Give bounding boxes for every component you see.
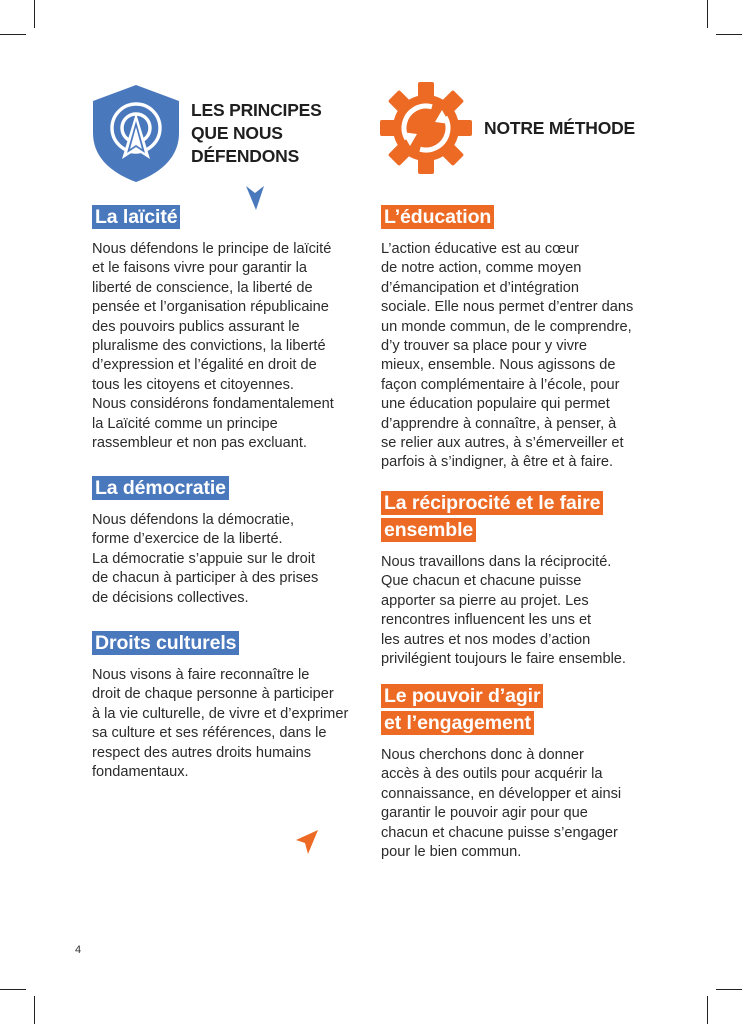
- shield-signal-icon: [90, 83, 182, 183]
- body-line: à la vie culturelle, de vivre et d’exprimer: [92, 705, 349, 722]
- section-body: [92, 511, 364, 608]
- section-democratie: [92, 476, 364, 608]
- section-body: [381, 553, 631, 669]
- page-number: 4: [75, 944, 82, 956]
- crop-mark: [0, 34, 26, 35]
- body-line: sa culture et ses références, dans le: [92, 725, 327, 742]
- body-line: Nous défendons le principe de laïcité: [92, 241, 332, 257]
- body-line: garantir le pouvoir agir pour que: [381, 805, 588, 822]
- body-line: Nous considérons fondamentalement: [92, 396, 334, 413]
- crop-mark: [0, 989, 26, 990]
- body-line: d’émancipation et d’intégration: [381, 279, 579, 296]
- body-line: forme d’exercice de la liberté.: [92, 531, 283, 548]
- body-line: parfois à s’indigner, à être et à faire.: [381, 454, 614, 471]
- header-title-line: NOTRE MÉTHODE: [484, 117, 636, 138]
- section-droits-culturels: [92, 631, 364, 782]
- section-pouvoir-agir: [381, 684, 622, 862]
- crop-mark: [707, 996, 708, 1024]
- body-line: rencontres influencent les uns et: [381, 612, 592, 629]
- body-line: chacun et chacune puisse s’engager: [381, 824, 618, 841]
- body-line: la Laïcité comme un principe: [92, 415, 278, 432]
- section-heading: Droits culturels: [92, 631, 239, 655]
- section-reciprocite: [381, 491, 631, 669]
- body-line: de notre action, comme moyen: [381, 260, 582, 277]
- body-line: pour le bien commun.: [381, 844, 522, 861]
- body-line: mieux, ensemble. Nous agissons de: [381, 357, 616, 374]
- body-line: privilégient toujours le faire ensemble.: [381, 651, 626, 668]
- body-line: apporter sa pierre au projet. Les: [381, 592, 589, 609]
- body-line: connaissance, en développer et ainsi: [381, 785, 622, 802]
- arrow-up-right-icon: [294, 828, 320, 856]
- body-line: pensée et l’organisation républicaine: [92, 299, 329, 316]
- body-line: L’action éducative est au cœur: [381, 241, 579, 257]
- crop-mark: [716, 34, 742, 35]
- section-body: [92, 666, 364, 782]
- body-line: les autres et nos modes d’action: [381, 631, 591, 648]
- body-line: de chacun à participer à des prises: [92, 570, 319, 587]
- crop-mark: [716, 989, 742, 990]
- body-line: Nous travaillons dans la réciprocité.: [381, 554, 612, 570]
- section-body: [381, 746, 622, 862]
- body-line: rassembleur et non pas excluant.: [92, 435, 307, 452]
- crop-mark: [34, 0, 35, 28]
- body-line: La démocratie s’appuie sur le droit: [92, 550, 316, 567]
- body-line: d’y trouver sa place pour y vivre: [381, 338, 588, 355]
- section-body: [381, 240, 656, 473]
- body-line: Nous visons à faire reconnaître le: [92, 667, 310, 683]
- body-line: sociale. Elle nous permet d’entrer dans: [381, 299, 634, 316]
- section-heading: La laïcité: [92, 205, 180, 229]
- section-heading: La réciprocité et le faire ensemble: [381, 491, 603, 542]
- body-line: de décisions collectives.: [92, 589, 249, 606]
- body-line: respect des autres droits humains: [92, 744, 312, 761]
- header-title-line: LES PRINCIPES: [191, 99, 322, 120]
- body-line: liberté de conscience, la liberté de: [92, 279, 313, 296]
- right-header: [378, 80, 635, 176]
- body-line: fondamentaux.: [92, 764, 189, 781]
- section-heading: L’éducation: [381, 205, 494, 229]
- right-header-title: [484, 117, 635, 140]
- body-line: d’apprendre à connaître, à penser, à: [381, 415, 617, 432]
- crop-mark: [707, 0, 708, 28]
- left-header-title: [191, 99, 322, 168]
- body-line: une éducation populaire qui permet: [381, 396, 610, 413]
- body-line: un monde commun, de le comprendre,: [381, 318, 632, 335]
- body-line: accès à des outils pour acquérir la: [381, 766, 603, 783]
- body-line: droit de chaque personne à participer: [92, 686, 334, 703]
- body-line: Nous défendons la démocratie,: [92, 512, 295, 528]
- left-header: [90, 83, 322, 183]
- section-body: [92, 240, 364, 453]
- header-title-line: QUE NOUS: [191, 122, 283, 143]
- crop-mark: [34, 996, 35, 1024]
- body-line: d’expression et l’égalité en droit de: [92, 357, 317, 374]
- body-line: pluralisme des convictions, la liberté: [92, 338, 326, 355]
- section-heading: La démocratie: [92, 476, 229, 500]
- section-education: [381, 205, 656, 473]
- section-laicite: [92, 205, 364, 453]
- body-line: Nous cherchons donc à donner: [381, 747, 584, 763]
- body-line: et le faisons vivre pour garantir la: [92, 260, 307, 277]
- body-line: se relier aux autres, à s’émerveiller et: [381, 435, 624, 452]
- gear-refresh-icon: [378, 80, 474, 176]
- body-line: des pouvoirs publics assurant le: [92, 318, 300, 335]
- body-line: tous les citoyens et citoyennes.: [92, 376, 294, 393]
- body-line: Que chacun et chacune puisse: [381, 573, 582, 590]
- header-title-line: DÉFENDONS: [191, 145, 300, 166]
- body-line: façon complémentaire à l’école, pour: [381, 376, 620, 393]
- section-heading: Le pouvoir d’agir et l’engagement: [381, 684, 543, 735]
